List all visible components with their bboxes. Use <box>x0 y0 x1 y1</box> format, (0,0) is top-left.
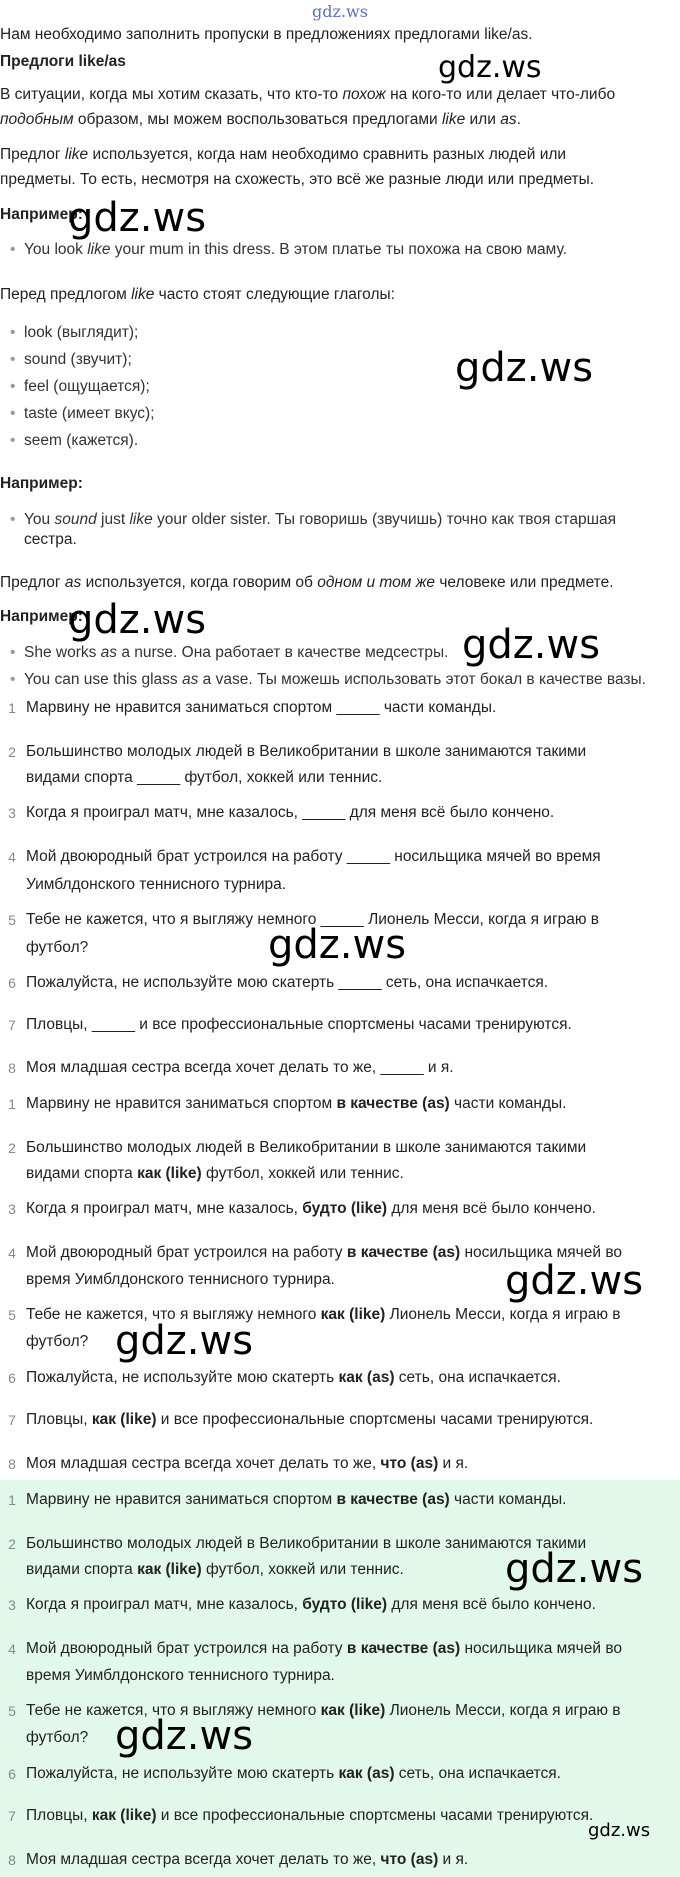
answer-sentence: Когда я проиграл матч, мне казалось, будто (like) для меня всё было кончено. <box>26 1596 596 1613</box>
watermark: gdz.ws <box>588 1820 651 1841</box>
answer-sentence: Пожалуйста, не используйте мою скатерть как (as) сеть, она испачкается. <box>26 1369 561 1386</box>
item-number: 1 <box>8 1492 16 1508</box>
task-sentence: Когда я проиграл матч, мне казалось, _____ для меня всё было кончено. <box>26 804 555 821</box>
as-example-1: • She works as a nurse. Она работает в качестве медсестры. <box>10 644 449 661</box>
item-number: 5 <box>8 1703 16 1719</box>
like-paragraph-line2: предметы. То есть, несмотря на схожесть, это всё же разные люди или предметы. <box>0 171 595 188</box>
watermark: gdz.ws <box>505 1546 644 1592</box>
example-label-3: Например: <box>0 608 83 625</box>
item-number: 7 <box>8 1808 16 1824</box>
answer-sentence: Пожалуйста, не используйте мою скатерть как (as) сеть, она испачкается. <box>26 1765 561 1782</box>
watermark: gdz.ws <box>268 922 407 968</box>
list-item: • seem (кажется). <box>10 432 139 449</box>
item-number: 2 <box>8 1536 16 1552</box>
answer-sentence: Когда я проиграл матч, мне казалось, будто (like) для меня всё было кончено. <box>26 1200 596 1217</box>
rule-heading: Предлоги like/as <box>0 53 126 70</box>
answer-sentence: Пловцы, как (like) и все профессиональные спортсмены часами тренируются. <box>26 1807 594 1824</box>
answer-sentence: футбол? <box>26 1729 89 1746</box>
sound-example-line1: • You sound just like your older sister. Ты говоришь (звучишь) точно как твоя старшая <box>10 511 617 528</box>
item-number: 3 <box>8 1597 16 1613</box>
answer-sentence: Марвину не нравится заниматься спортом в качестве (as) части команды. <box>26 1491 567 1508</box>
list-item: • taste (имеет вкус); <box>10 405 155 422</box>
answer-sentence: Большинство молодых людей в Великобритании в школе занимаются такими <box>26 1139 587 1156</box>
item-number: 6 <box>8 1766 16 1782</box>
item-number: 3 <box>8 1201 16 1217</box>
task-sentence: Мой двоюродный брат устроился на работу _____ носильщика мячей во время <box>26 848 601 865</box>
item-number: 4 <box>8 1245 16 1261</box>
task-sentence: Тебе не кажется, что я выгляжу немного _____ Лионель Месси, когда я играю в <box>26 911 600 928</box>
as-paragraph: Предлог as используется, когда говорим об одном и том же человеке или предмете. <box>0 574 614 591</box>
item-number: 4 <box>8 1641 16 1657</box>
site-logo[interactable]: gdz.ws <box>312 2 368 21</box>
answer-sentence: Большинство молодых людей в Великобритании в школе занимаются такими <box>26 1535 587 1552</box>
item-number: 5 <box>8 1307 16 1323</box>
watermark: gdz.ws <box>115 1713 254 1759</box>
answer-sentence: Тебе не кажется, что я выгляжу немного как (like) Лионель Месси, когда я играю в <box>26 1306 621 1323</box>
answer-sentence: Пловцы, как (like) и все профессиональные спортсмены часами тренируются. <box>26 1411 594 1428</box>
sound-example-line2: сестра. <box>24 531 77 548</box>
item-number: 2 <box>8 1140 16 1156</box>
answer-sentence: Моя младшая сестра всегда хочет делать то же, что (as) и я. <box>26 1851 469 1868</box>
item-number: 7 <box>8 1412 16 1428</box>
watermark: gdz.ws <box>115 1318 254 1364</box>
watermark: gdz.ws <box>68 195 207 241</box>
answer-sentence: Моя младшая сестра всегда хочет делать то же, что (as) и я. <box>26 1455 469 1472</box>
task-sentence: Уимблдонского теннисного турнира. <box>26 876 287 893</box>
item-number: 5 <box>8 912 16 928</box>
answer-sentence: Мой двоюродный брат устроился на работу в качестве (as) носильщика мячей во <box>26 1640 623 1657</box>
like-example: • You look like your mum in this dress. В этом платье ты похожа на свою маму. <box>10 241 568 258</box>
intro-text: Нам необходимо заполнить пропуски в предложениях предлогами like/as. <box>0 26 533 43</box>
rule-paragraph-line2: подобным образом, мы можем воспользоваться предлогами like или as. <box>0 111 521 128</box>
item-number: 3 <box>8 805 16 821</box>
watermark: gdz.ws <box>68 597 207 643</box>
item-number: 4 <box>8 849 16 865</box>
task-sentence: Марвину не нравится заниматься спортом _____ части команды. <box>26 699 497 716</box>
watermark: gdz.ws <box>438 50 542 85</box>
task-sentence: Моя младшая сестра всегда хочет делать то же, _____ и я. <box>26 1059 454 1076</box>
task-sentence: Большинство молодых людей в Великобритании в школе занимаются такими <box>26 743 587 760</box>
answer-sentence: время Уимблдонского теннисного турнира. <box>26 1271 335 1288</box>
item-number: 8 <box>8 1852 16 1868</box>
answer-sentence: время Уимблдонского теннисного турнира. <box>26 1667 335 1684</box>
as-example-2: • You can use this glass as a vase. Ты можешь использовать этот бокал в качестве вазы. <box>10 671 646 688</box>
answer-sentence: футбол? <box>26 1333 89 1350</box>
item-number: 1 <box>8 700 16 716</box>
verbs-intro: Перед предлогом like часто стоят следующие глаголы: <box>0 286 395 303</box>
rule-paragraph-line1: В ситуации, когда мы хотим сказать, что кто-то похож на кого-то или делает что-либо <box>0 86 616 103</box>
item-number: 7 <box>8 1017 16 1033</box>
item-number: 1 <box>8 1096 16 1112</box>
item-number: 8 <box>8 1060 16 1076</box>
task-sentence: Пожалуйста, не используйте мою скатерть _____ сеть, она испачкается. <box>26 974 549 991</box>
example-label: Например: <box>0 206 83 223</box>
task-sentence: Пловцы, _____ и все профессиональные спортсмены часами тренируются. <box>26 1016 572 1033</box>
answer-sentence: Тебе не кажется, что я выгляжу немного как (like) Лионель Месси, когда я играю в <box>26 1702 621 1719</box>
item-number: 6 <box>8 975 16 991</box>
item-number: 6 <box>8 1370 16 1386</box>
answer-sentence: Марвину не нравится заниматься спортом в качестве (as) части команды. <box>26 1095 567 1112</box>
answer-sentence: Мой двоюродный брат устроился на работу в качестве (as) носильщика мячей во <box>26 1244 623 1261</box>
example-label-2: Например: <box>0 475 83 492</box>
list-item: • look (выглядит); <box>10 324 139 341</box>
watermark: gdz.ws <box>462 622 601 668</box>
watermark: gdz.ws <box>505 1258 644 1304</box>
answer-sentence: видами спорта как (like) футбол, хоккей или теннис. <box>26 1165 404 1182</box>
item-number: 2 <box>8 744 16 760</box>
item-number: 8 <box>8 1456 16 1472</box>
list-item: • feel (ощущается); <box>10 378 150 395</box>
task-sentence: футбол? <box>26 939 89 956</box>
watermark: gdz.ws <box>455 345 594 391</box>
like-paragraph-line1: Предлог like используется, когда нам необходимо сравнить разных людей или <box>0 146 567 163</box>
answer-sentence: видами спорта как (like) футбол, хоккей или теннис. <box>26 1561 404 1578</box>
list-item: • sound (звучит); <box>10 351 132 368</box>
task-sentence: видами спорта _____ футбол, хоккей или теннис. <box>26 769 383 786</box>
